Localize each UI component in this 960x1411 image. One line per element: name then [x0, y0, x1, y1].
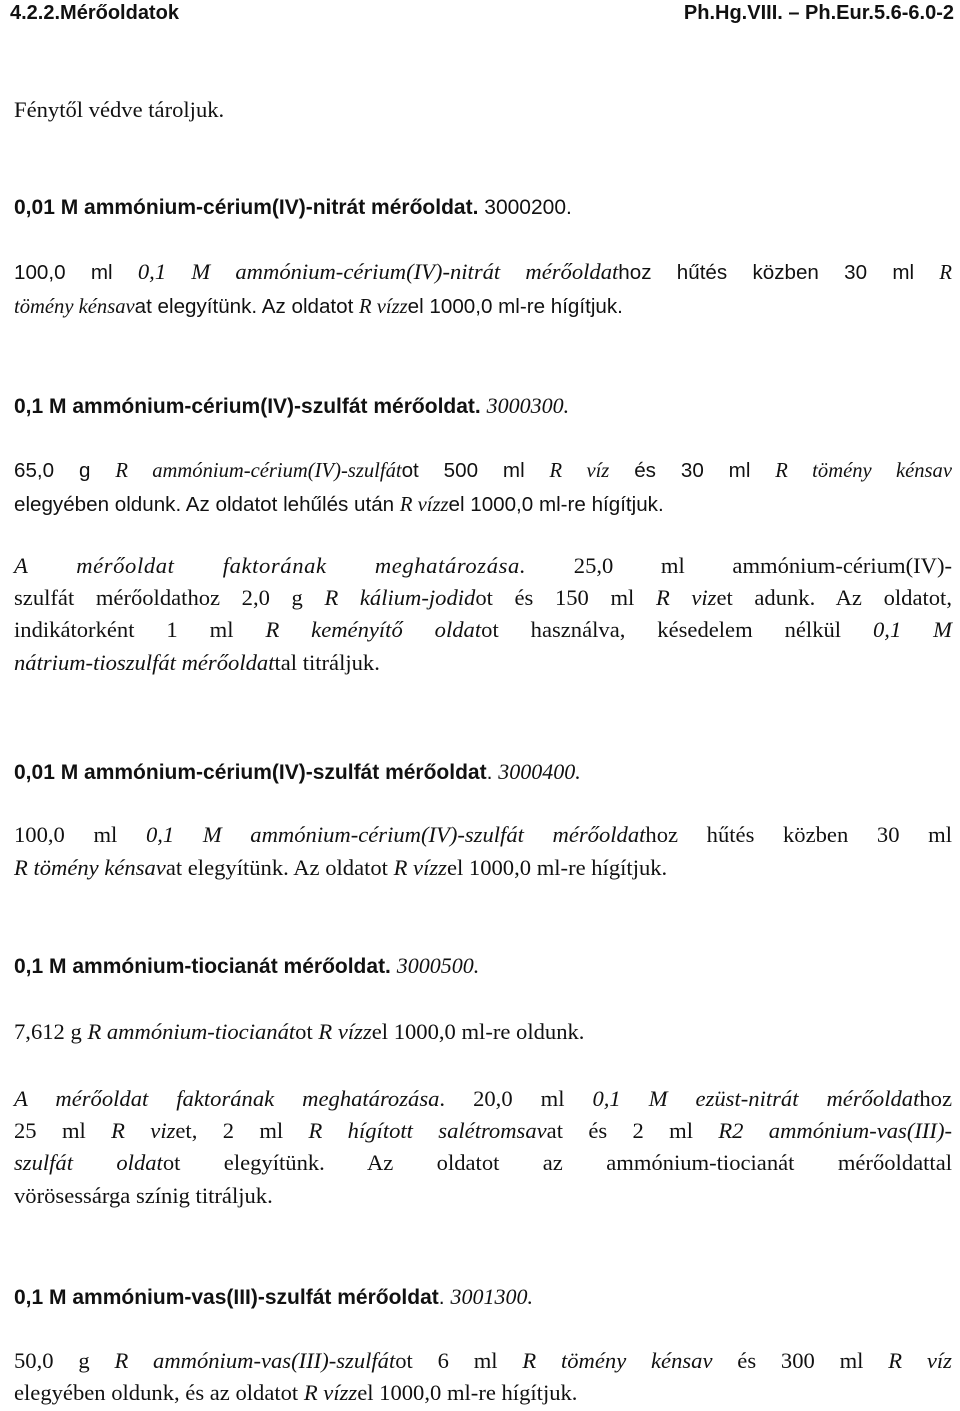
- section-title-ammonium-cerium-sulfate-01: 0,1 M ammónium-cérium(IV)-szulfát mérőoldat. 3000300.: [14, 393, 570, 418]
- section-title-ammonium-cerium-nitrate-001: 0,01 M ammónium-cérium(IV)-nitrát mérőoldat. 3000200.: [14, 196, 572, 219]
- factor-determination: A mérőoldat faktorának meghatározása. 20,0 ml 0,1 M ezüst-nitrát mérőoldathoz 25 ml R vizet, 2 ml R hígított salétromsavat és 2 ml R2 ammónium-vas(III)- szulfát oldatot elegyítünk. Az oldatot az ammónium-tiocianát mérőoldattal vörösessárga színig titráljuk.: [14, 1086, 952, 1208]
- pharmacopoeia-reference: Ph.Hg.VIII. – Ph.Eur.5.6-6.0-2: [683, 2, 954, 24]
- section-body: 100,0 ml 0,1 M ammónium-cérium(IV)-szulfát mérőoldathoz hűtés közben 30 ml R tömény kénsavat elegyítünk. Az oldatot R vízzel 1000,0 ml-re hígítjuk.: [14, 822, 952, 880]
- monograph-code: 3000200.: [484, 196, 572, 219]
- storage-note: Fénytől védve tároljuk.: [14, 97, 225, 122]
- section-title-ammonium-thiocyanate: 0,1 M ammónium-tiocianát mérőoldat. 3000500.: [14, 953, 480, 978]
- monograph-code: 3001300.: [450, 1284, 533, 1309]
- section-body: 50,0 g R ammónium-vas(III)-szulfátot 6 ml R tömény kénsav és 300 ml R víz elegyében oldunk, és az oldatot R vízzel 1000,0 ml-re hígítjuk.: [14, 1348, 952, 1406]
- section-body: 100,0 ml 0,1 M ammónium-cérium(IV)-nitrát mérőoldathoz hűtés közben 30 ml R tömény kénsavat elegyítünk. Az oldatot R vízzel 1000,0 ml-re hígítjuk.: [14, 259, 953, 318]
- factor-determination: A mérőoldat faktorának meghatározása. 25,0 ml ammónium-cérium(IV)- szulfát mérőoldathoz 2,0 g R kálium-jodidot és 150 ml R vizet adunk. Az oldatot, indikátorként 1 ml R keményítő oldatot használva, késedelem nélkül 0,1 M nátrium-tioszulfát mérőoldattal titráljuk.: [14, 553, 952, 675]
- section-body: 7,612 g R ammónium-tiocianátot R vízzel 1000,0 ml-re oldunk.: [14, 1019, 585, 1044]
- page-header: [10, 2, 954, 30]
- monograph-code: 3000500.: [396, 953, 480, 978]
- section-number-title: 4.2.2.Mérőoldatok: [10, 2, 179, 24]
- monograph-code: 3000300.: [486, 393, 570, 418]
- section-body: 65,0 g R ammónium-cérium(IV)-szulfátot 500 ml R víz és 30 ml R tömény kénsav elegyében oldunk. Az oldatot lehűlés után R vízzel 1000,0 ml-re hígítjuk.: [14, 459, 952, 516]
- section-title-ammonium-iron-sulfate: 0,1 M ammónium-vas(III)-szulfát mérőoldat. 3001300.: [14, 1284, 533, 1309]
- section-title-ammonium-cerium-sulfate-001: 0,01 M ammónium-cérium(IV)-szulfát mérőoldat. 3000400.: [14, 759, 581, 784]
- monograph-code: 3000400.: [498, 759, 581, 784]
